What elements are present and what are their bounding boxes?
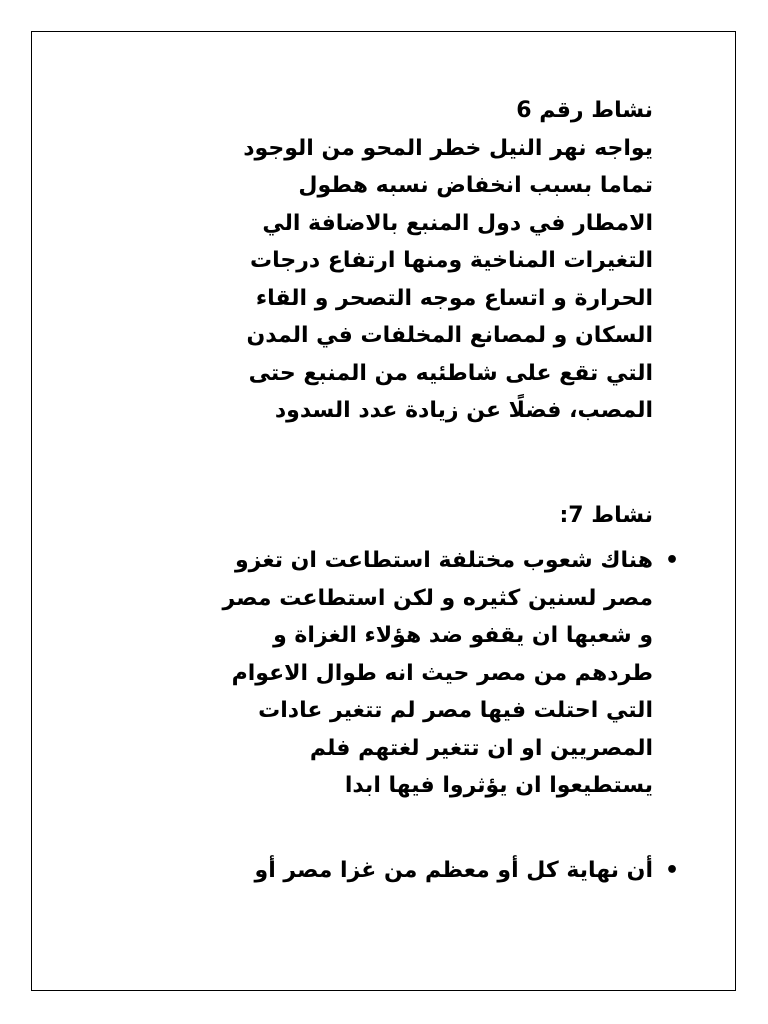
activity-6-line: التي تقع على شاطئيه من المنبع حتى [248,360,653,386]
bullet-line: التي احتلت فيها مصر لم تتغير عادات [258,698,653,723]
activity-6-line: التغيرات المناخية ومنها ارتفاع درجات [250,248,653,273]
activity-6-title: نشاط رقم 6 [516,98,653,123]
activity-6-line: يواجه نهر النيل خطر المحو من الوجود [243,135,653,161]
activity-6-line: الامطار في دول المنبع بالاضافة الي [262,210,653,236]
bullet-line: أن نهاية كل أو معظم من غزا مصر أو [254,857,653,883]
bullet-line: هناك شعوب مختلفة استطاعت ان تغزو [234,548,653,573]
activity-6-paragraph [113,92,653,430]
bullet-line: و شعبها ان يقفو ضد هؤلاء الغزاة و [273,623,653,648]
activity-6-line: تماما بسبب انخفاض نسبه هطول [298,173,653,198]
bullet-icon: • [664,548,679,573]
bullet-line: يستطيعوا ان يؤثروا فيها ابدا [344,773,653,798]
bullet-list-item [113,852,679,890]
bullet-list-item [113,542,679,805]
bullet-line: المصريين او ان تتغير لغتهم فلم [309,735,653,761]
activity-7-heading [113,497,653,535]
spacer [113,430,653,497]
spacer [113,534,653,542]
activity-6-line: الحرارة و اتساع موجه التصحر و القاء [255,285,653,311]
bullet-line: مصر لسنين كثيره و لكن استطاعت مصر [222,585,653,611]
activity-7-title: نشاط 7: [559,502,653,528]
spacer [113,805,653,852]
activity-6-line: السكان و لمصانع المخلفات في المدن [246,323,653,348]
bullet-icon: • [664,857,679,883]
bullet-line: طردهم من مصر حيث انه طوال الاعوام [231,660,653,686]
document-page [31,31,736,991]
document-content [113,92,679,889]
activity-6-line: المصب، فضلًا عن زيادة عدد السدود [274,398,653,423]
